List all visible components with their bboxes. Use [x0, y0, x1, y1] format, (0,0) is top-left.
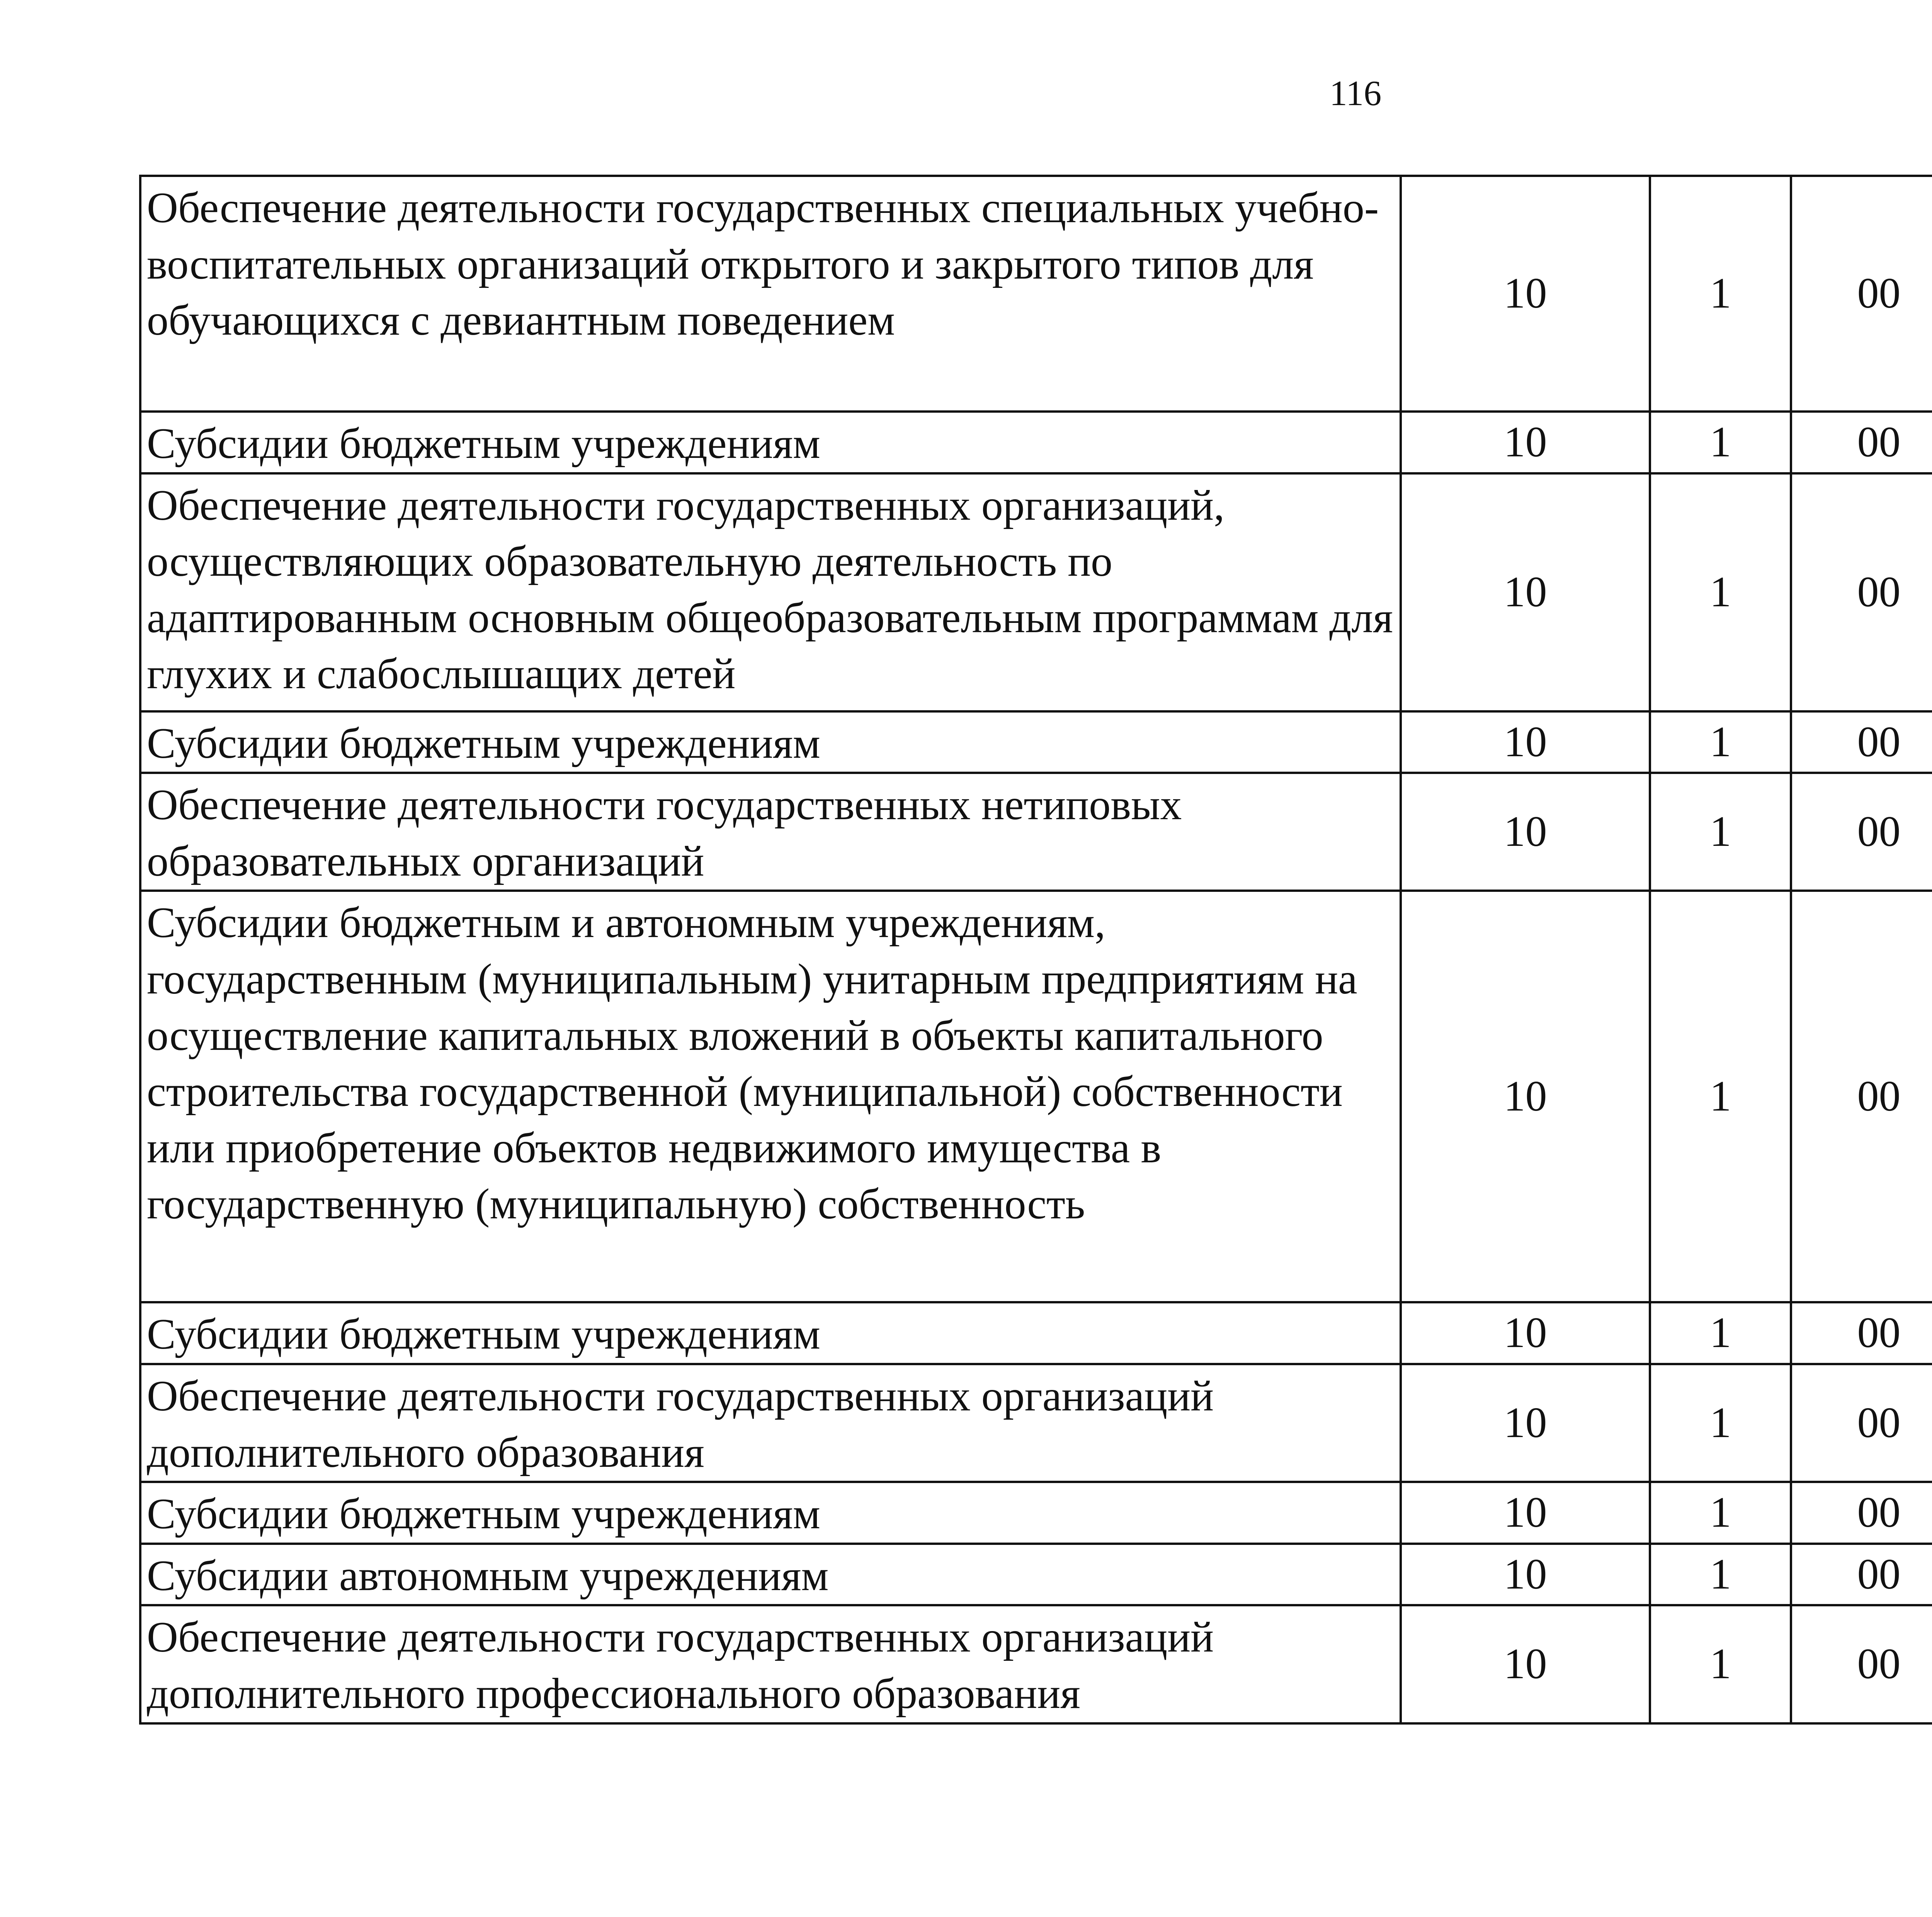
table-row	[140, 711, 1932, 773]
program-cell: 00	[1791, 1544, 1932, 1606]
program-cell: 00	[1791, 1482, 1932, 1544]
section-cell: 10	[1401, 1364, 1650, 1482]
section-cell: 10	[1401, 1544, 1650, 1606]
table-row	[140, 1482, 1932, 1544]
row-name: Обеспечение деятельности государственных организаций дополнительного профессионального образования	[140, 1605, 1401, 1723]
budget-table	[139, 175, 1932, 1725]
subsection-cell: 1	[1650, 711, 1791, 773]
program-cell: 00	[1791, 891, 1932, 1302]
row-name: Обеспечение деятельности государственных специальных учебно-воспитательных организаций открытого и закрытого типов для обучающихся с девиантным поведением	[140, 176, 1401, 412]
program-cell: 00	[1791, 1302, 1932, 1364]
program-cell: 00	[1791, 773, 1932, 891]
section-cell: 10	[1401, 711, 1650, 773]
row-name: Обеспечение деятельности государственных организаций, осуществляющих образовательную деятельность по адаптированным основным общеобразовательным программам для глухих и слабослышащих детей	[140, 473, 1401, 711]
table-row	[140, 1302, 1932, 1364]
row-name: Субсидии бюджетным и автономным учреждениям, государственным (муниципальным) унитарным предприятиям на осуществление капитальных вложений в объекты капитального строительства государственной (муниципальной) собственности или приобретение объектов недвижимого имущества в государственную (муниципальную) собственность	[140, 891, 1401, 1302]
table-row	[140, 412, 1932, 473]
row-name: Обеспечение деятельности государственных нетиповых образовательных организаций	[140, 773, 1401, 891]
table-row	[140, 1364, 1932, 1482]
program-cell: 00	[1791, 176, 1932, 412]
table-row	[140, 176, 1932, 412]
row-name: Субсидии бюджетным учреждениям	[140, 711, 1401, 773]
program-cell: 00	[1791, 1364, 1932, 1482]
row-name: Субсидии бюджетным учреждениям	[140, 1482, 1401, 1544]
table-row	[140, 891, 1932, 1302]
row-name: Обеспечение деятельности государственных организаций дополнительного образования	[140, 1364, 1401, 1482]
section-cell: 10	[1401, 1482, 1650, 1544]
subsection-cell: 1	[1650, 891, 1791, 1302]
subsection-cell: 1	[1650, 1302, 1791, 1364]
subsection-cell: 1	[1650, 1482, 1791, 1544]
subsection-cell: 1	[1650, 1364, 1791, 1482]
program-cell: 00	[1791, 473, 1932, 711]
section-cell: 10	[1401, 891, 1650, 1302]
program-cell: 00	[1791, 1605, 1932, 1723]
subsection-cell: 1	[1650, 412, 1791, 473]
program-cell: 00	[1791, 711, 1932, 773]
program-cell: 00	[1791, 412, 1932, 473]
table-row	[140, 473, 1932, 711]
section-cell: 10	[1401, 773, 1650, 891]
section-cell: 10	[1401, 412, 1650, 473]
section-cell: 10	[1401, 1605, 1650, 1723]
subsection-cell: 1	[1650, 773, 1791, 891]
subsection-cell: 1	[1650, 1544, 1791, 1606]
subsection-cell: 1	[1650, 1605, 1791, 1723]
row-name: Субсидии бюджетным учреждениям	[140, 412, 1401, 473]
section-cell: 10	[1401, 1302, 1650, 1364]
table-row	[140, 1544, 1932, 1606]
row-name: Субсидии бюджетным учреждениям	[140, 1302, 1401, 1364]
subsection-cell: 1	[1650, 473, 1791, 711]
page-number: 116	[1329, 73, 1382, 113]
row-name: Субсидии автономным учреждениям	[140, 1544, 1401, 1606]
table-row	[140, 1605, 1932, 1723]
table-row	[140, 773, 1932, 891]
subsection-cell: 1	[1650, 176, 1791, 412]
section-cell: 10	[1401, 473, 1650, 711]
section-cell: 10	[1401, 176, 1650, 412]
